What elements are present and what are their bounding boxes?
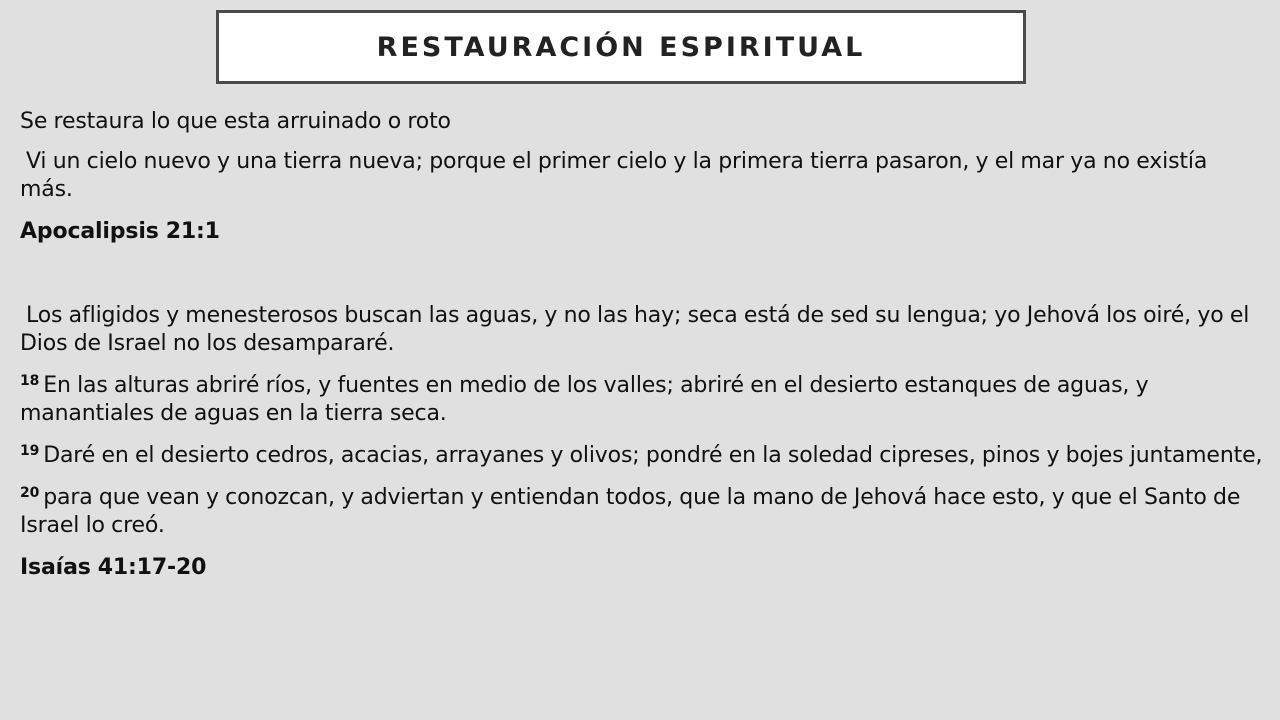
verse-number: 18 [20,373,40,389]
verse-number: 19 [20,443,40,459]
verse-isaiah-41-17: Los afligidos y menesterosos buscan las aguas, y no las hay; seca está de sed su lengua; yo Jehová los oiré, yo el Dios de Israel no los desampararé. [20,303,1250,356]
reference-isaiah: Isaías 41:17-20 [20,555,207,580]
verse-text: En las alturas abriré ríos, y fuentes en medio de los valles; abriré en el desierto estanques de aguas, y manantiales de aguas en la tierra seca. [20,373,1149,426]
verse-isaiah-41-20 [20,484,1265,540]
slide-title: RESTAURACIÓN ESPIRITUAL [376,31,866,63]
reference-revelation: Apocalipsis 21:1 [20,219,220,244]
verse-isaiah-41-19 [20,442,1265,470]
verse-text: para que vean y conozcan, y adviertan y entiendan todos, que la mano de Jehová hace esto, y que el Santo de Israel lo creó. [20,485,1241,538]
slide-title-box [216,10,1026,84]
intro-text: Se restaura lo que esta arruinado o roto [20,109,451,134]
verse-isaiah-41-18 [20,372,1265,428]
verse-revelation-21-1: Vi un cielo nuevo y una tierra nueva; porque el primer cielo y la primera tierra pasaron, y el mar ya no existía más. [20,149,1208,202]
verse-number: 20 [20,485,40,501]
slide-body [20,108,1265,594]
verse-text: Daré en el desierto cedros, acacias, arrayanes y olivos; pondré en la soledad cipreses, pinos y bojes juntamente, [43,443,1263,468]
